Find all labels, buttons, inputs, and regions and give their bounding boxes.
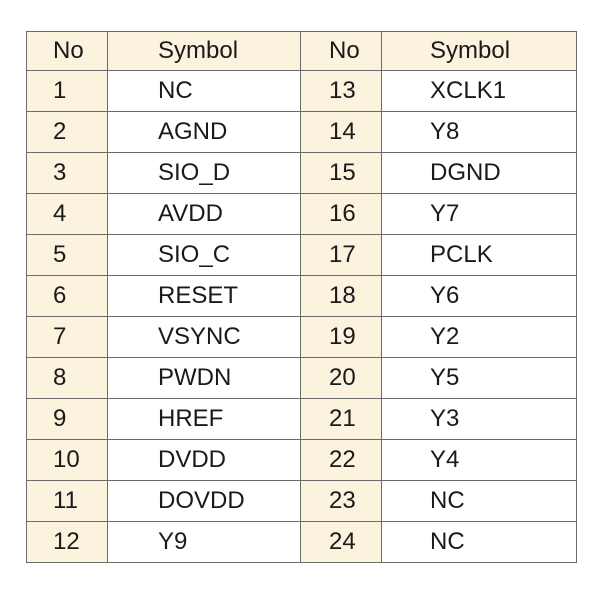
pin-number-cell: 23	[301, 481, 382, 522]
pin-number-cell: 4	[27, 194, 108, 235]
pin-number-cell: 22	[301, 440, 382, 481]
pin-symbol-cell: DVDD	[108, 440, 301, 481]
pin-symbol-cell: DGND	[382, 153, 577, 194]
header-row	[27, 32, 577, 71]
table-row	[27, 358, 577, 399]
pin-symbol-cell: Y8	[382, 112, 577, 153]
pin-number-cell: 9	[27, 399, 108, 440]
table-row	[27, 276, 577, 317]
pin-symbol-cell: HREF	[108, 399, 301, 440]
header-no-right: No	[301, 32, 382, 71]
pin-symbol-cell: VSYNC	[108, 317, 301, 358]
pin-symbol-cell: AVDD	[108, 194, 301, 235]
pin-number-cell: 12	[27, 522, 108, 563]
table-row	[27, 153, 577, 194]
pin-number-cell: 5	[27, 235, 108, 276]
pin-number-cell: 20	[301, 358, 382, 399]
pin-number-cell: 24	[301, 522, 382, 563]
header-symbol-right: Symbol	[382, 32, 577, 71]
pin-symbol-cell: SIO_C	[108, 235, 301, 276]
table-row	[27, 481, 577, 522]
pin-number-cell: 2	[27, 112, 108, 153]
table-row	[27, 522, 577, 563]
pin-symbol-cell: Y3	[382, 399, 577, 440]
pin-number-cell: 21	[301, 399, 382, 440]
pin-symbol-cell: RESET	[108, 276, 301, 317]
table-row	[27, 112, 577, 153]
pin-table-body	[27, 32, 577, 563]
pin-number-cell: 14	[301, 112, 382, 153]
pin-number-cell: 10	[27, 440, 108, 481]
pin-symbol-cell: Y9	[108, 522, 301, 563]
table-row	[27, 399, 577, 440]
table-row	[27, 235, 577, 276]
pin-symbol-cell: AGND	[108, 112, 301, 153]
pin-symbol-cell: XCLK1	[382, 71, 577, 112]
pin-symbol-cell: Y5	[382, 358, 577, 399]
pin-symbol-cell: Y2	[382, 317, 577, 358]
header-no-left: No	[27, 32, 108, 71]
pin-number-cell: 17	[301, 235, 382, 276]
pin-number-cell: 19	[301, 317, 382, 358]
pin-symbol-cell: PCLK	[382, 235, 577, 276]
pin-symbol-cell: NC	[382, 481, 577, 522]
pin-number-cell: 18	[301, 276, 382, 317]
pin-number-cell: 1	[27, 71, 108, 112]
pin-symbol-cell: NC	[108, 71, 301, 112]
pin-number-cell: 7	[27, 317, 108, 358]
pin-symbol-cell: DOVDD	[108, 481, 301, 522]
table-row	[27, 194, 577, 235]
pin-number-cell: 13	[301, 71, 382, 112]
table-row	[27, 317, 577, 358]
table-row	[27, 440, 577, 481]
pin-table	[26, 31, 577, 563]
pin-symbol-cell: Y7	[382, 194, 577, 235]
pin-symbol-cell: PWDN	[108, 358, 301, 399]
pin-number-cell: 11	[27, 481, 108, 522]
pin-symbol-cell: NC	[382, 522, 577, 563]
pin-number-cell: 8	[27, 358, 108, 399]
pin-symbol-cell: Y6	[382, 276, 577, 317]
pin-number-cell: 15	[301, 153, 382, 194]
pin-number-cell: 16	[301, 194, 382, 235]
pin-symbol-cell: SIO_D	[108, 153, 301, 194]
pin-number-cell: 6	[27, 276, 108, 317]
header-symbol-left: Symbol	[108, 32, 301, 71]
pin-symbol-cell: Y4	[382, 440, 577, 481]
pin-number-cell: 3	[27, 153, 108, 194]
table-row	[27, 71, 577, 112]
